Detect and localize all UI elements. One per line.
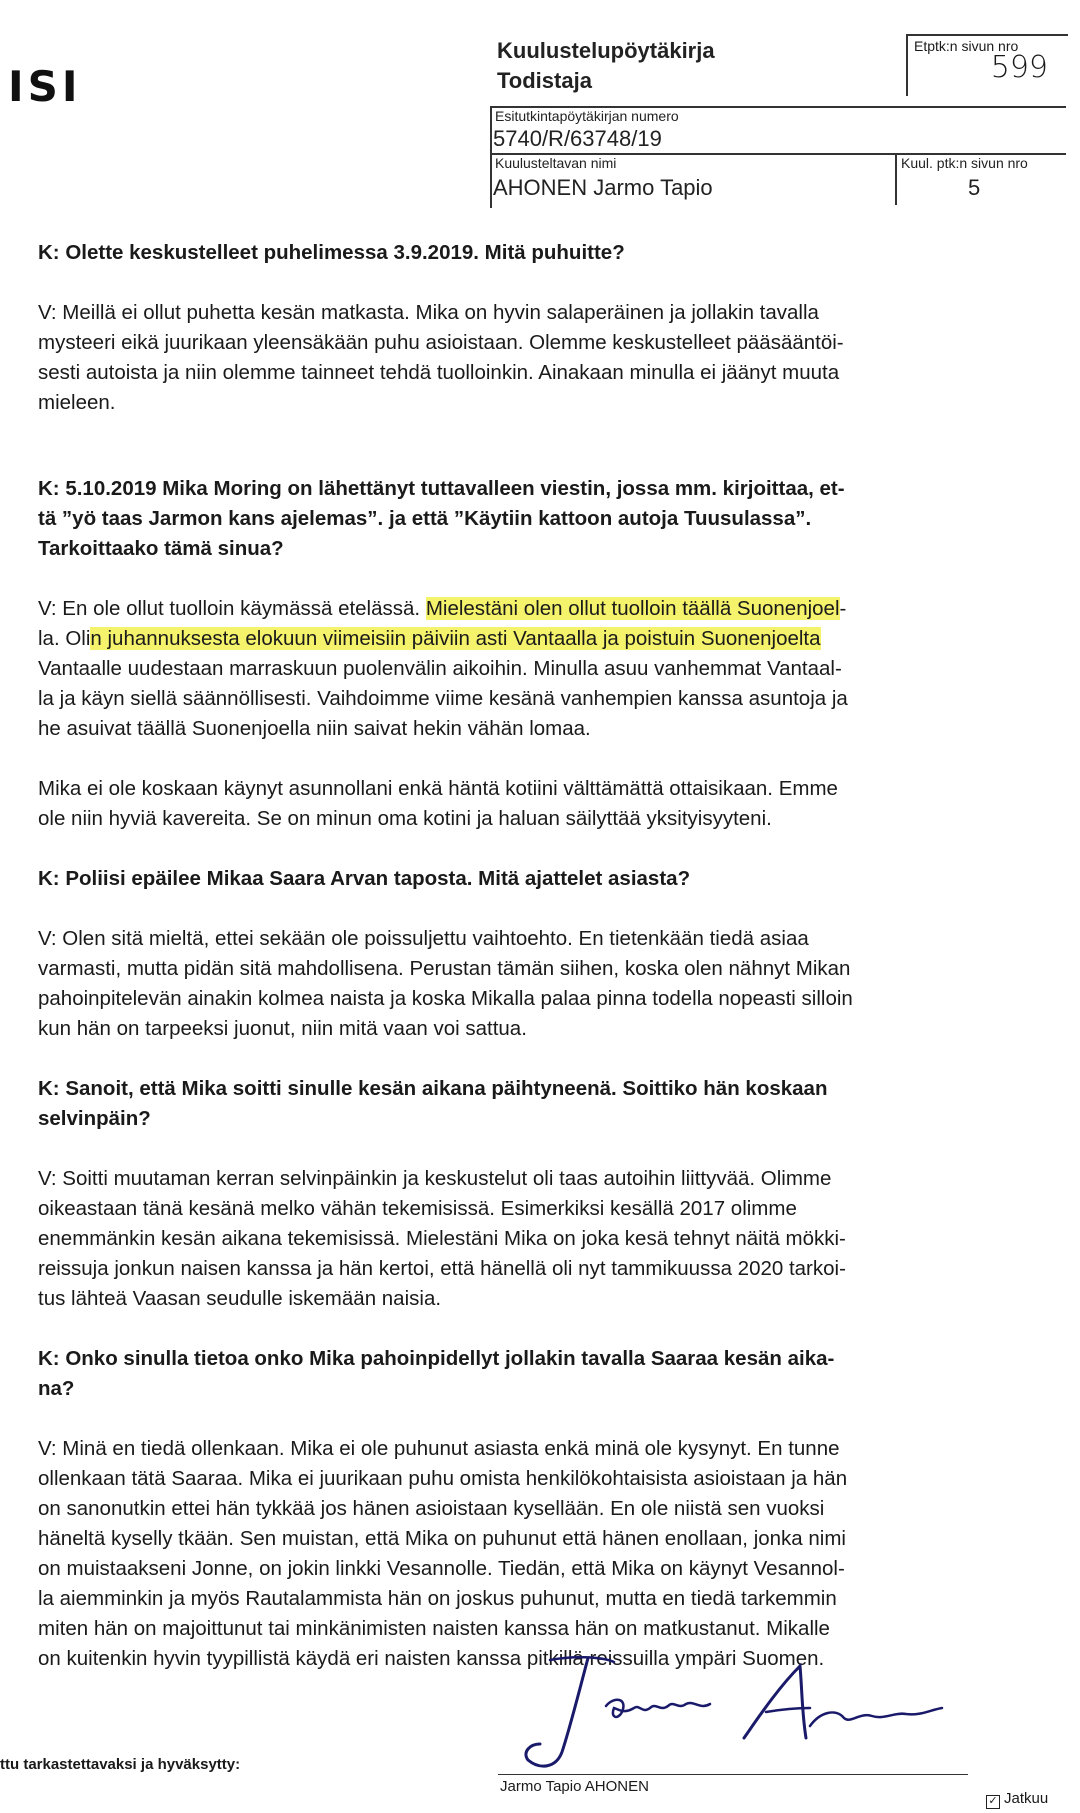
- answer-3: [38, 924, 1048, 1044]
- answer-line: V: Minä en tiedä ollenkaan. Mika ei ole puhunut asiasta enkä minä ole kysynyt. En tunne: [38, 1437, 840, 1460]
- esitutkinta-number: 5740/R/63748/19: [493, 126, 662, 151]
- signer-name: Jarmo Tapio AHONEN: [500, 1778, 649, 1795]
- question-4: [38, 1074, 1048, 1134]
- question-2: [38, 474, 1048, 564]
- kuul-page-value: 5: [968, 175, 981, 200]
- answer-2: [38, 594, 1048, 744]
- answer-line: he asuivat täällä Suonenjoella niin saivat hekin vähän lomaa.: [38, 717, 591, 740]
- approval-label: ttu tarkastettavaksi ja hyväksytty:: [0, 1756, 241, 1773]
- highlighted-text: n juhannuksesta elokuun viimeisiin päiviin asti Vantaalla ja poistuin Suonenjoelta: [90, 627, 821, 650]
- document-subtitle: Todistaja: [497, 68, 592, 93]
- kuul-page-label: Kuul. ptk:n sivun nro: [901, 155, 1028, 171]
- continues-label: Jatkuu: [1004, 1790, 1049, 1807]
- answer-2-continued: [38, 774, 1048, 834]
- header-left-rule: [490, 106, 492, 208]
- answer-line: oikeastaan tänä kesänä melko vähän tekemisissä. Esimerkiksi kesällä 2017 olimme: [38, 1197, 797, 1220]
- kuul-box-rule: [895, 153, 897, 205]
- answer-line: V: Soitti muutaman kerran selvinpäinkin ja keskustelut oli taas autoihin liittyvää. Olimme: [38, 1167, 832, 1190]
- question-5: [38, 1344, 1048, 1404]
- answer-line: kun hän on tarpeeksi juonut, niin mitä vaan voi sattua.: [38, 1017, 527, 1040]
- answer-line: sesti autoista ja niin olemme tainneet tehdä tuolloinkin. Ainakaan minulla ei jäänyt muuta: [38, 361, 840, 384]
- answer-line: ole niin hyviä kavereita. Se on minun oma kotini ja haluan säilyttää yksityisyyteni.: [38, 807, 772, 830]
- checked-box-icon: ✓: [986, 1795, 1000, 1809]
- continues-indicator: [986, 1790, 1048, 1809]
- answer-line: mieleen.: [38, 391, 116, 414]
- document-title: Kuulustelupöytäkirja: [497, 38, 715, 63]
- answer-1: [38, 298, 1048, 418]
- answer-line: on kuitenkin hyvin tyypillistä käydä eri naisten kanssa pitkillä reissuilla ympäri Suomen.: [38, 1647, 825, 1670]
- answer-line: tus lähteä Vaasan seudulle iskemään naisia.: [38, 1287, 442, 1310]
- answer-line: Mika ei ole koskaan käynyt asunnollani enkä häntä kotiini välttämättä ottaisikaan. Emme: [38, 777, 838, 800]
- answer-text: V: En ole ollut tuolloin käymässä etelässä.: [38, 597, 426, 620]
- answer-line: enemmänkin kesän aikana tekemisissä. Mielestäni Mika on joka kesä tehnyt näitä mökki-: [38, 1227, 846, 1250]
- answer-line: [38, 624, 1048, 654]
- page-number-label: Etptk:n sivun nro: [914, 38, 1019, 54]
- question-line: selvinpäin?: [38, 1107, 151, 1130]
- person-name: AHONEN Jarmo Tapio: [493, 175, 713, 200]
- question-line: Tarkoittaako tämä sinua?: [38, 537, 284, 560]
- answer-line: pahoinpitelevän ainakin kolmea naista ja koska Mikalla palaa pinna todella nopeasti silloin: [38, 987, 853, 1010]
- answer-line: la ja käyn siellä säännöllisesti. Vaihdoimme viime kesänä vanhempien kanssa asuntoja ja: [38, 687, 848, 710]
- question-line: K: 5.10.2019 Mika Moring on lähettänyt tuttavalleen viestin, jossa mm. kirjoittaa, et-: [38, 477, 845, 500]
- answer-4: [38, 1164, 1048, 1314]
- answer-line: ollenkaan tätä Saaraa. Mika ei juurikaan puhu omista henkilökohtaisista asioistaan ja hän: [38, 1467, 848, 1490]
- esitutkinta-label: Esitutkintapöytäkirjan numero: [495, 108, 679, 124]
- question-line: K: Sanoit, että Mika soitti sinulle kesän aikana päihtyneenä. Soittiko hän koskaan: [38, 1077, 828, 1100]
- person-name-label: Kuulusteltavan nimi: [495, 155, 617, 171]
- highlighted-text: Mielestäni olen ollut tuolloin täällä Suonenjoel: [425, 597, 840, 620]
- question-3: K: Poliisi epäilee Mikaa Saara Arvan taposta. Mitä ajattelet asiasta?: [38, 867, 691, 890]
- answer-line: on muistaakseni Jonne, on jokin linkki Vesannolle. Tiedän, että Mika on käynyt Vesannol-: [38, 1557, 845, 1580]
- signature-line: [498, 1774, 968, 1775]
- answer-line: häneltä kyselly tkään. Sen muistan, että Mika on puhunut että hänen enollaan, jonka nimi: [38, 1527, 846, 1550]
- answer-line: reissuja jonkun naisen kanssa ja hän kertoi, että hänellä oli nyt tammikuussa 2020 tarkoi-: [38, 1257, 846, 1280]
- page-number-box: [906, 34, 1068, 96]
- answer-text: la. Oli: [38, 627, 91, 650]
- document-body: [38, 238, 1048, 1674]
- isi-logo: ISI: [8, 62, 82, 111]
- answer-line: [38, 594, 1048, 624]
- answer-line: V: Meillä ei ollut puhetta kesän matkasta. Mika on hyvin salaperäinen ja jollakin tavalla: [38, 301, 819, 324]
- answer-line: la aiemminkin ja myös Rautalammista hän on joskus puhunut, mutta en tiedä tarkemmin: [38, 1587, 837, 1610]
- answer-line: V: Olen sitä mieltä, ettei sekään ole poissuljettu vaihtoehto. En tietenkään tiedä asiaa: [38, 927, 809, 950]
- answer-line: Vantaalle uudestaan marraskuun puolenvälin aikoihin. Minulla asuu vanhemmat Vantaal-: [38, 657, 842, 680]
- question-line: K: Onko sinulla tietoa onko Mika pahoinpidellyt jollakin tavalla Saaraa kesän aika-: [38, 1347, 835, 1370]
- answer-line: miten hän on majoittunut tai minkänimisten naisten kanssa hän on matkustanut. Mikalle: [38, 1617, 830, 1640]
- answer-line: mysteeri eikä juurikaan yleensäkään puhu asioistaan. Olemme keskustelleet pääsääntöi-: [38, 331, 844, 354]
- answer-line: varmasti, mutta pidän sitä mahdollisena. Perustan tämän siihen, koska olen nähnyt Mikan: [38, 957, 851, 980]
- answer-text: -: [839, 597, 847, 620]
- answer-5: [38, 1434, 1048, 1674]
- answer-line: on sanonutkin ettei hän tykkää jos hänen asioistaan kysellään. En ole niistä sen vuoksi: [38, 1497, 825, 1520]
- question-line: na?: [38, 1377, 75, 1400]
- question-line: tä ”yö taas Jarmon kans ajelemas”. ja että ”Käytiin kattoon autoja Tuusulassa”.: [38, 507, 812, 530]
- page-number-value: 599: [990, 50, 1048, 85]
- handwritten-signature: [510, 1648, 950, 1778]
- question-1: K: Olette keskustelleet puhelimessa 3.9.2019. Mitä puhuitte?: [38, 241, 625, 264]
